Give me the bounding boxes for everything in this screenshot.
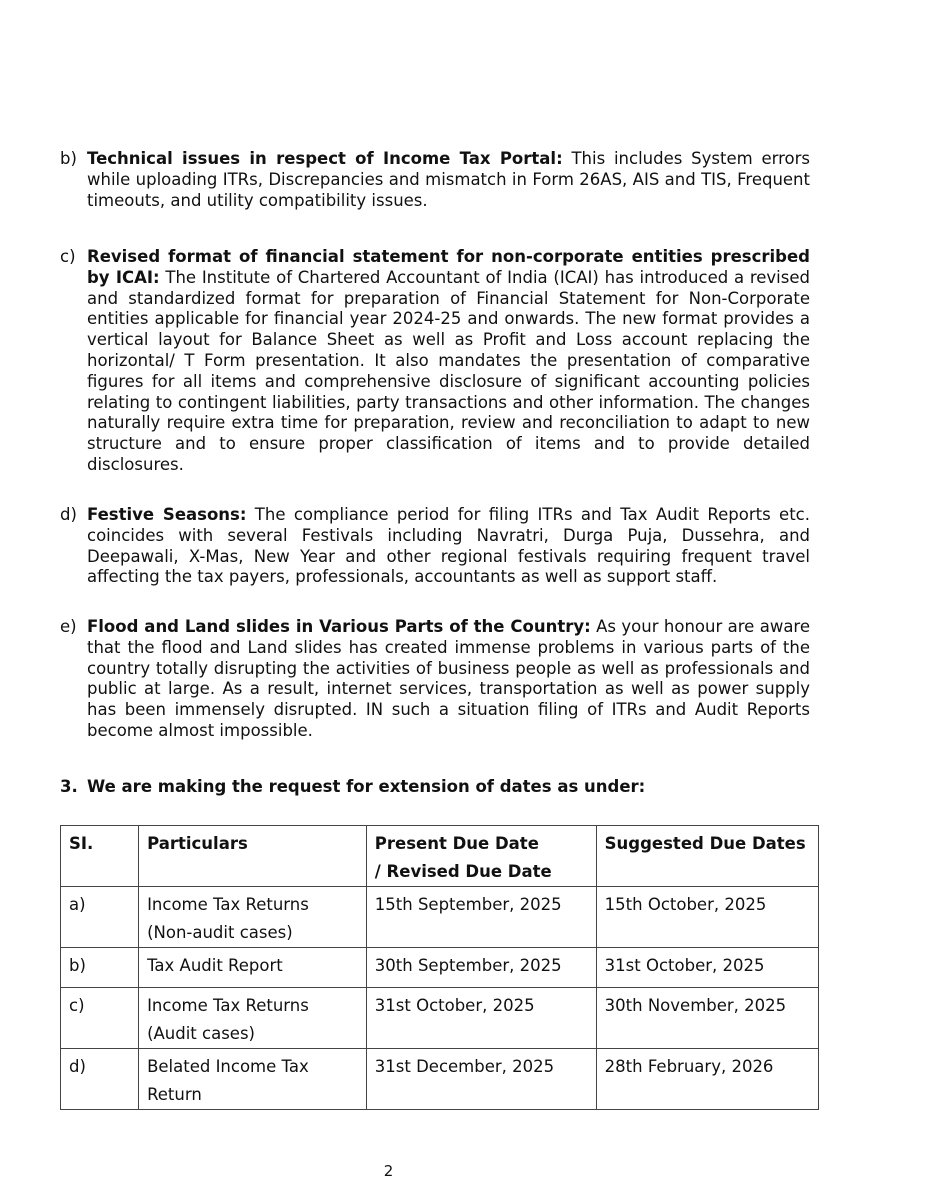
cell-present-date: 15th September, 2025 [366, 887, 596, 948]
cell-suggested-date: 30th November, 2025 [596, 988, 818, 1049]
cell-present-date: 31st October, 2025 [366, 988, 596, 1049]
cell-particulars [139, 948, 367, 988]
table-row [61, 887, 819, 948]
section-number: 3. [60, 777, 78, 796]
particulars-line1: Belated Income Tax [147, 1057, 309, 1076]
cell-suggested-date: 15th October, 2025 [596, 887, 818, 948]
cell-sl: d) [61, 1049, 139, 1110]
list-item-text [87, 149, 810, 211]
list-item-text [87, 617, 810, 742]
list-item-heading: Flood and Land slides in Various Parts of the Country: [87, 617, 591, 636]
particulars-line2: (Audit cases) [147, 1024, 255, 1043]
list-item-heading: Technical issues in respect of Income Tax Portal: [87, 149, 563, 168]
list-marker: d) [60, 505, 77, 524]
header-present-line2: / Revised Due Date [374, 862, 552, 881]
list-item-body: The compliance period for filing ITRs and Tax Audit Reports etc. coincides with several Festivals including Navratri, Durga Puja, Dussehra, and Deepawali, X-Mas, New Year and other regional festivals requiring frequent travel affecting the tax payers, professionals, accountants as well as support staff. [87, 505, 810, 587]
cell-sl: c) [61, 988, 139, 1049]
list-item-text [87, 247, 810, 476]
cell-present-date: 30th September, 2025 [366, 948, 596, 988]
section-heading [60, 777, 645, 798]
list-item-revised-format [60, 247, 810, 476]
table-header-row [61, 826, 819, 887]
list-item-body: As your honour are aware that the flood and Land slides has created immense problems in various parts of the country totally disrupting the activities of business people as well as professionals and public at large. As a result, internet services, transportation as well as power supply has been immensely disrupted. IN such a situation filing of ITRs and Audit Reports become almost impossible. [87, 617, 811, 740]
cell-present-date: 31st December, 2025 [366, 1049, 596, 1110]
cell-sl: b) [61, 948, 139, 988]
list-item-text [87, 505, 810, 588]
table-row [61, 1049, 819, 1110]
list-item-body: The Institute of Chartered Accountant of India (ICAI) has introduced a revised and standardized format for preparation of Financial Statement for Non-Corporate entities applicable for financial year 2024-25 and onwards. The new format provides a vertical layout for Balance Sheet as well as Profit and Loss account replacing the horizontal/ T Form presentation. It also mandates the presentation of comparative figures for all items and comprehensive disclosure of significant accounting policies relating to contingent liabilities, party transactions and other information. The changes naturally require extra time for preparation, review and reconciliation to adapt to new structure and to ensure proper classification of items and to provide detailed disclosures. [87, 267, 810, 474]
cell-particulars [139, 1049, 367, 1110]
particulars-line2: (Non-audit cases) [147, 923, 293, 942]
cell-particulars [139, 988, 367, 1049]
particulars-line1: Income Tax Returns [147, 996, 309, 1015]
section-title: We are making the request for extension of dates as under: [87, 777, 646, 796]
particulars-line1: Tax Audit Report [147, 956, 283, 975]
list-marker: e) [60, 617, 77, 636]
cell-suggested-date: 28th February, 2026 [596, 1049, 818, 1110]
cell-suggested-date: 31st October, 2025 [596, 948, 818, 988]
list-item-technical-issues [60, 149, 810, 211]
cell-sl: a) [61, 887, 139, 948]
header-present-line1: Present Due Date [374, 834, 539, 853]
list-marker: b) [60, 149, 77, 168]
header-particulars: Particulars [139, 826, 367, 887]
page-number: 2 [383, 1162, 394, 1180]
table-row [61, 988, 819, 1049]
due-dates-table [60, 825, 819, 1110]
list-marker: c) [60, 247, 76, 266]
table-row [61, 948, 819, 988]
list-item-body: This includes System errors while uploading ITRs, Discrepancies and mismatch in Form 26AS, AIS and TIS, Frequent timeouts, and utility compatibility issues. [87, 149, 810, 210]
header-present-due-date [366, 826, 596, 887]
particulars-line2: Return [147, 1085, 202, 1104]
cell-particulars [139, 887, 367, 948]
particulars-line1: Income Tax Returns [147, 895, 309, 914]
list-item-flood-landslides [60, 617, 810, 742]
list-item-festive-seasons [60, 505, 810, 588]
list-item-heading: Revised format of financial statement for non-corporate entities prescribed by ICAI: [87, 247, 810, 287]
list-item-heading: Festive Seasons: [87, 505, 247, 524]
header-sl: SI. [61, 826, 139, 887]
header-suggested-due-dates: Suggested Due Dates [596, 826, 818, 887]
